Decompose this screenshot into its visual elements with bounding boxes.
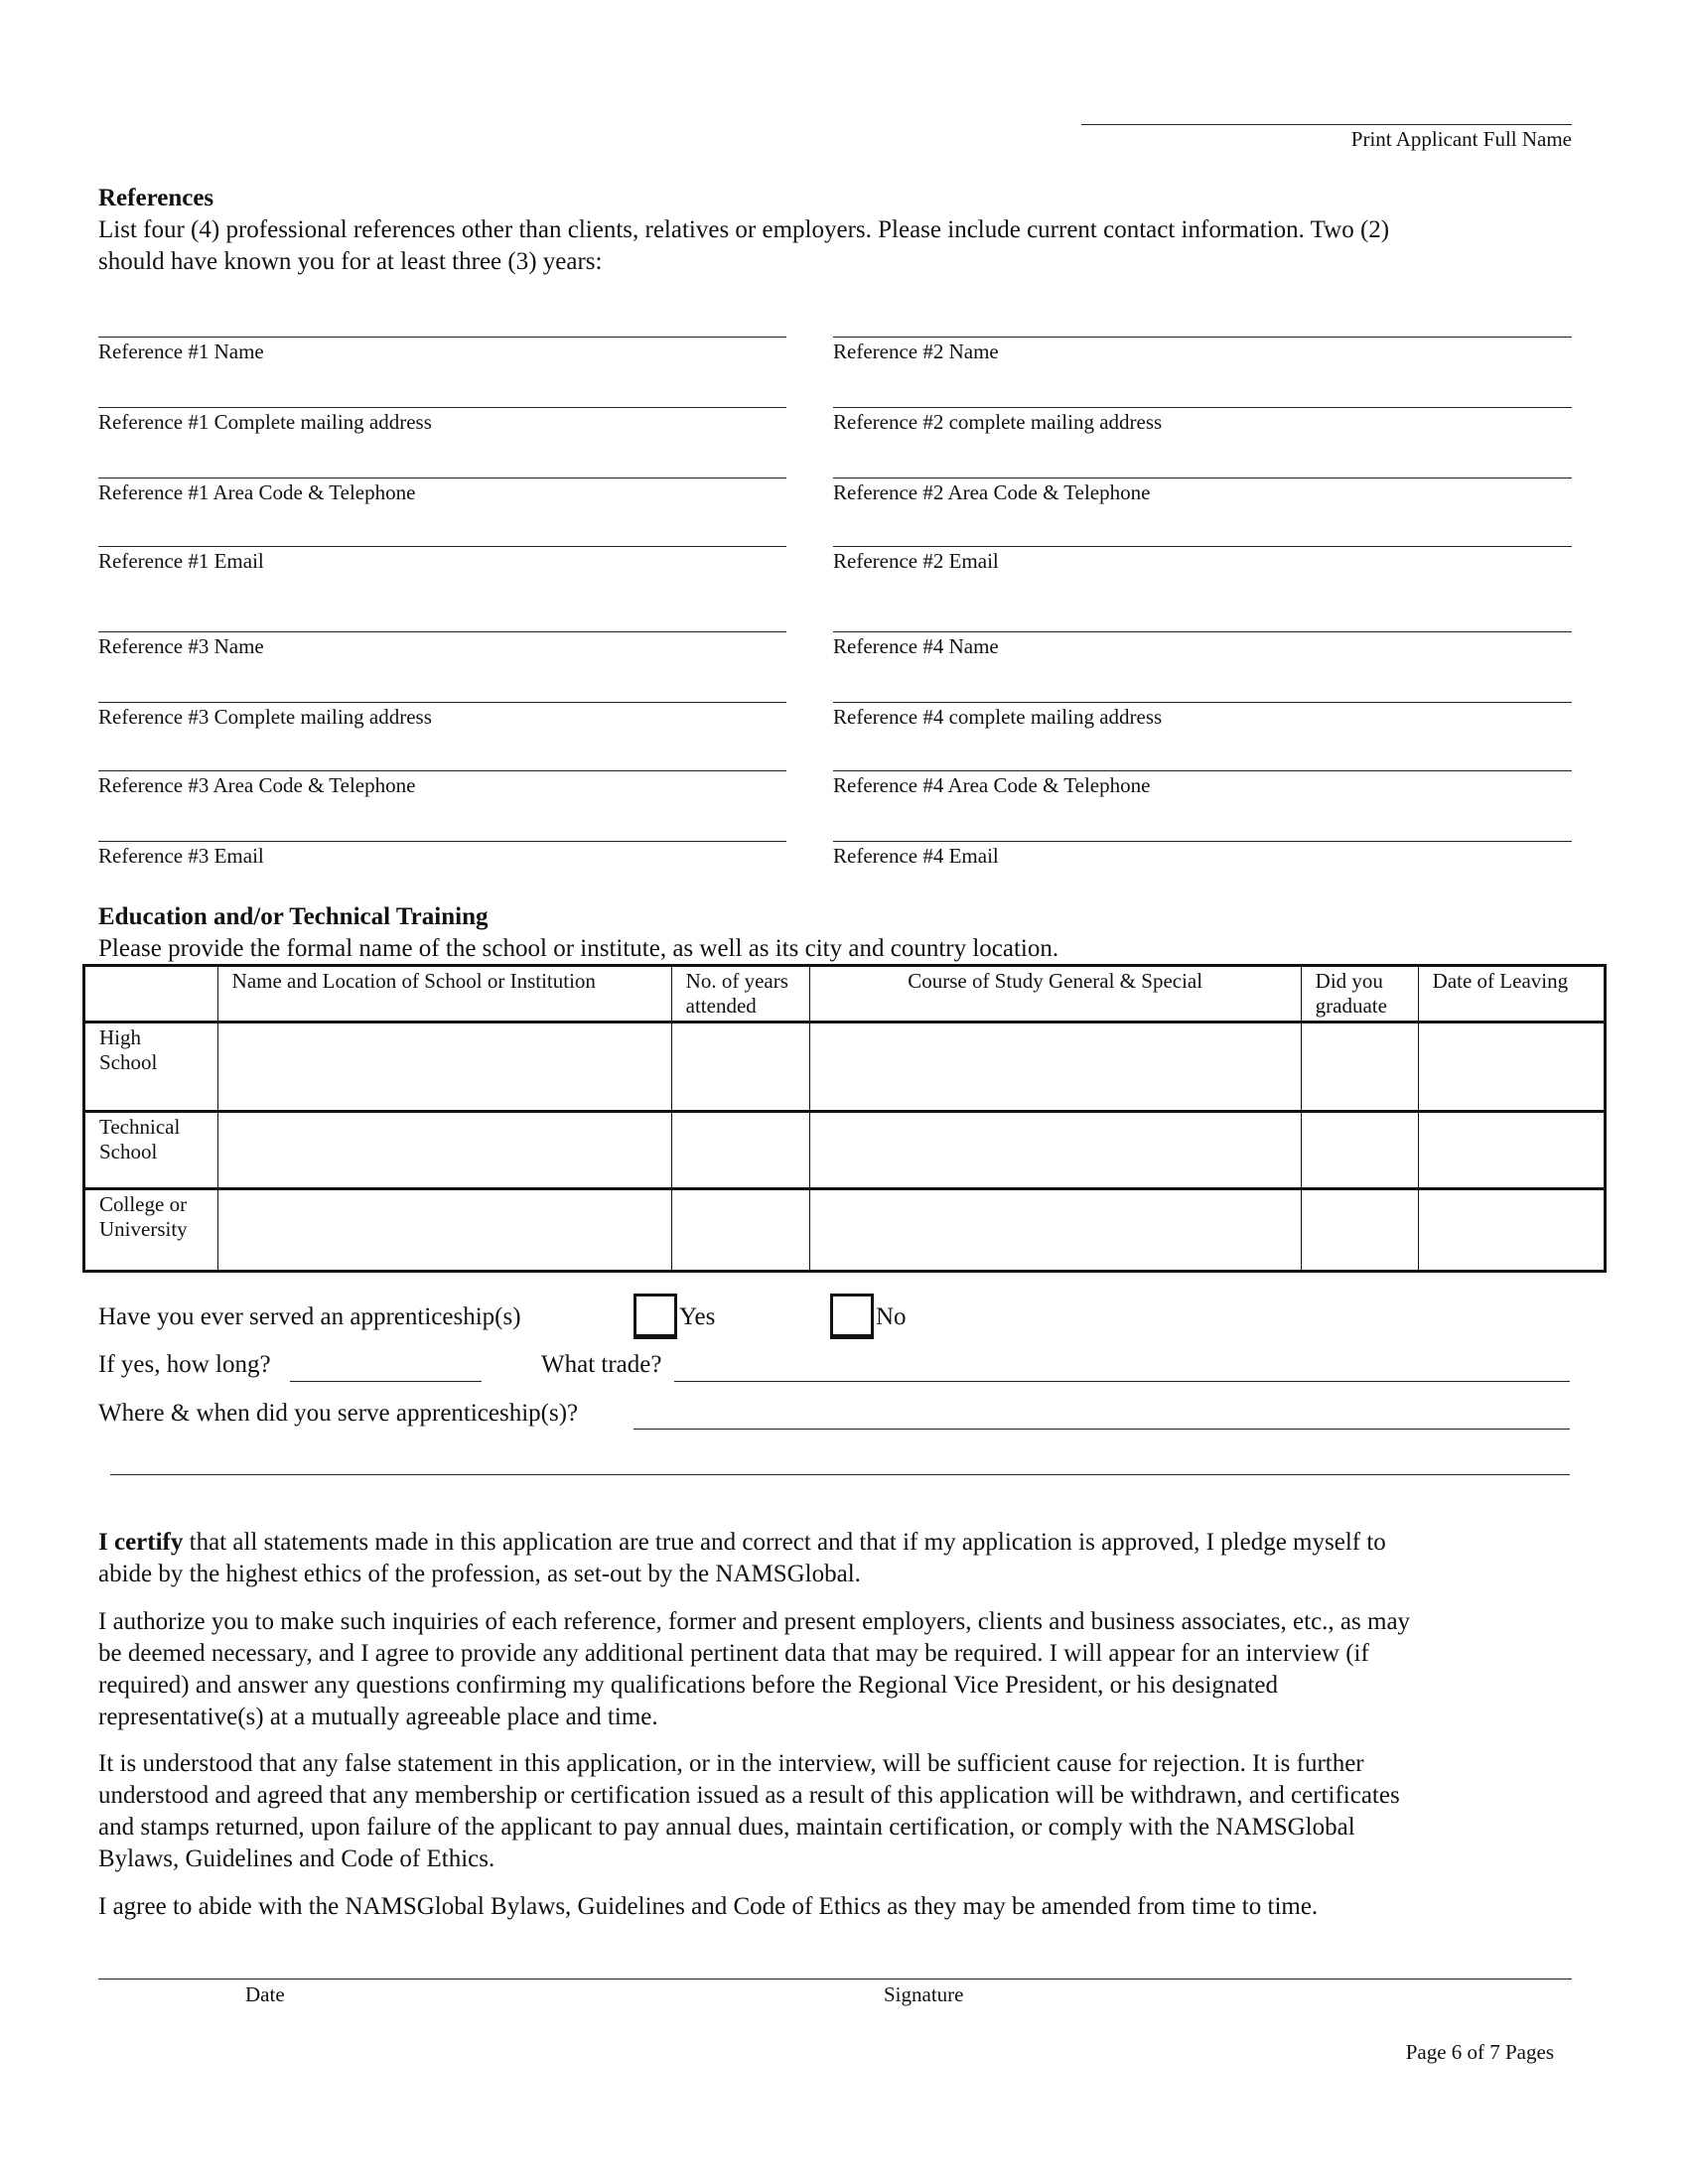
- table-cell[interactable]: [1301, 1189, 1418, 1272]
- trade-input[interactable]: [674, 1381, 1570, 1382]
- where-when-label: Where & when did you serve apprenticeship(s)?: [98, 1400, 579, 1427]
- table-cell[interactable]: [217, 1112, 671, 1189]
- how-long-input[interactable]: [290, 1381, 482, 1382]
- references-instructions-line-2: should have known you for at least three (3) years:: [98, 248, 603, 275]
- row-label: High School: [84, 1023, 218, 1112]
- table-cell[interactable]: [809, 1189, 1301, 1272]
- text-line: I authorize you to make such inquiries of each reference, former and present employers, clients and business associates, etc., as may: [98, 1608, 1411, 1635]
- reference-4-name-input[interactable]: [833, 631, 1572, 632]
- reference-3-telephone-input[interactable]: [98, 770, 786, 771]
- reference-1-email-label: Reference #1 Email: [98, 549, 264, 573]
- certify-bold: I certify: [98, 1529, 184, 1556]
- no-checkbox[interactable]: [830, 1294, 874, 1339]
- text-line: representative(s) at a mutually agreeable place and time.: [98, 1704, 658, 1730]
- reference-3-email-label: Reference #3 Email: [98, 844, 264, 868]
- education-heading: Education and/or Technical Training: [98, 903, 489, 930]
- education-table: [82, 964, 1607, 1273]
- text-line: be deemed necessary, and I agree to provide any additional pertinent data that may be required. I will appear for an interview (if: [98, 1640, 1369, 1667]
- reference-3-name-label: Reference #3 Name: [98, 634, 264, 658]
- table-cell[interactable]: [809, 1023, 1301, 1112]
- certification-paragraph-2: [98, 1606, 1410, 1733]
- reference-2-telephone-label: Reference #2 Area Code & Telephone: [833, 480, 1151, 504]
- table-cell[interactable]: [217, 1189, 671, 1272]
- applicant-name-label: Print Applicant Full Name: [1350, 127, 1572, 151]
- reference-4-telephone-input[interactable]: [833, 770, 1572, 771]
- trade-label: What trade?: [541, 1351, 662, 1378]
- certification-paragraph-1: [98, 1527, 1386, 1590]
- reference-4-mailing-address-input[interactable]: [833, 702, 1572, 703]
- reference-3-email-input[interactable]: [98, 841, 786, 842]
- reference-2-email-label: Reference #2 Email: [833, 549, 999, 573]
- reference-4-telephone-label: Reference #4 Area Code & Telephone: [833, 773, 1151, 797]
- table-cell[interactable]: [217, 1023, 671, 1112]
- table-cell[interactable]: [671, 1189, 809, 1272]
- yes-label: Yes: [679, 1303, 716, 1330]
- yes-checkbox[interactable]: [633, 1294, 677, 1339]
- reference-3-telephone-label: Reference #3 Area Code & Telephone: [98, 773, 416, 797]
- reference-1-telephone-label: Reference #1 Area Code & Telephone: [98, 480, 416, 504]
- reference-2-email-input[interactable]: [833, 546, 1572, 547]
- row-label: Technical School: [84, 1112, 218, 1189]
- reference-4-email-input[interactable]: [833, 841, 1572, 842]
- reference-4-mailing-address-label: Reference #4 complete mailing address: [833, 705, 1163, 729]
- text-line: Bylaws, Guidelines and Code of Ethics.: [98, 1845, 495, 1872]
- column-header-date-leaving: Date of Leaving: [1418, 966, 1605, 1023]
- reference-2-mailing-address-label: Reference #2 complete mailing address: [833, 410, 1163, 434]
- text-line: It is understood that any false statement in this application, or in the interview, will be sufficient cause for rejection. It is further: [98, 1750, 1364, 1777]
- references-instructions-line-1: List four (4) professional references other than clients, relatives or employers. Please include current contact information. Two (2): [98, 216, 1390, 243]
- reference-2-name-input[interactable]: [833, 337, 1572, 338]
- reference-1-name-label: Reference #1 Name: [98, 340, 264, 363]
- reference-2-mailing-address-input[interactable]: [833, 407, 1572, 408]
- text-line: and stamps returned, upon failure of the applicant to pay annual dues, maintain certification, or comply with the NAMSGlobal: [98, 1814, 1355, 1841]
- table-row-college: [84, 1189, 1606, 1272]
- table-cell[interactable]: [809, 1112, 1301, 1189]
- table-cell[interactable]: [1301, 1112, 1418, 1189]
- text-line: I agree to abide with the NAMSGlobal Bylaws, Guidelines and Code of Ethics as they may be amended from time to time.: [98, 1893, 1319, 1920]
- references-heading: References: [98, 185, 214, 211]
- certification-paragraph-3: [98, 1748, 1400, 1875]
- reference-1-name-input[interactable]: [98, 337, 786, 338]
- text-line: that all statements made in this application are true and correct and that if my application is approved, I pledge myself to: [183, 1529, 1386, 1556]
- column-header-blank: [84, 966, 218, 1023]
- reference-3-name-input[interactable]: [98, 631, 786, 632]
- no-label: No: [876, 1303, 907, 1330]
- date-label: Date: [245, 1982, 285, 2006]
- table-cell[interactable]: [671, 1112, 809, 1189]
- column-header-years: No. of years attended: [671, 966, 809, 1023]
- certification-paragraph-4: [98, 1891, 1318, 1923]
- table-row-high-school: [84, 1023, 1606, 1112]
- reference-4-name-label: Reference #4 Name: [833, 634, 999, 658]
- applicant-name-input[interactable]: [1081, 124, 1572, 125]
- page-number: Page 6 of 7 Pages: [1405, 2040, 1554, 2064]
- reference-3-mailing-address-input[interactable]: [98, 702, 786, 703]
- row-label: College or University: [84, 1189, 218, 1272]
- education-instructions: Please provide the formal name of the school or institute, as well as its city and country location.: [98, 935, 1059, 962]
- reference-1-email-input[interactable]: [98, 546, 786, 547]
- reference-3-mailing-address-label: Reference #3 Complete mailing address: [98, 705, 432, 729]
- table-cell[interactable]: [1418, 1023, 1605, 1112]
- reference-1-mailing-address-label: Reference #1 Complete mailing address: [98, 410, 432, 434]
- table-cell[interactable]: [1418, 1189, 1605, 1272]
- text-line: abide by the highest ethics of the profession, as set-out by the NAMSGlobal.: [98, 1561, 861, 1587]
- where-when-input-line-2[interactable]: [110, 1474, 1570, 1475]
- signature-label: Signature: [884, 1982, 964, 2006]
- column-header-name-location: Name and Location of School or Institution: [217, 966, 671, 1023]
- how-long-label: If yes, how long?: [98, 1351, 271, 1378]
- table-cell[interactable]: [671, 1023, 809, 1112]
- reference-4-email-label: Reference #4 Email: [833, 844, 999, 868]
- table-cell[interactable]: [1418, 1112, 1605, 1189]
- table-row-technical-school: [84, 1112, 1606, 1189]
- table-cell[interactable]: [1301, 1023, 1418, 1112]
- text-line: understood and agreed that any membership or certification issued as a result of this application will be withdrawn, and certificates: [98, 1782, 1400, 1809]
- where-when-input[interactable]: [633, 1429, 1570, 1430]
- reference-1-mailing-address-input[interactable]: [98, 407, 786, 408]
- text-line: required) and answer any questions confirming my qualifications before the Regional Vice President, or his designated: [98, 1672, 1278, 1699]
- column-header-graduate: Did you graduate: [1301, 966, 1418, 1023]
- apprenticeship-question: Have you ever served an apprenticeship(s): [98, 1303, 521, 1330]
- reference-2-name-label: Reference #2 Name: [833, 340, 999, 363]
- column-header-course: Course of Study General & Special: [809, 966, 1301, 1023]
